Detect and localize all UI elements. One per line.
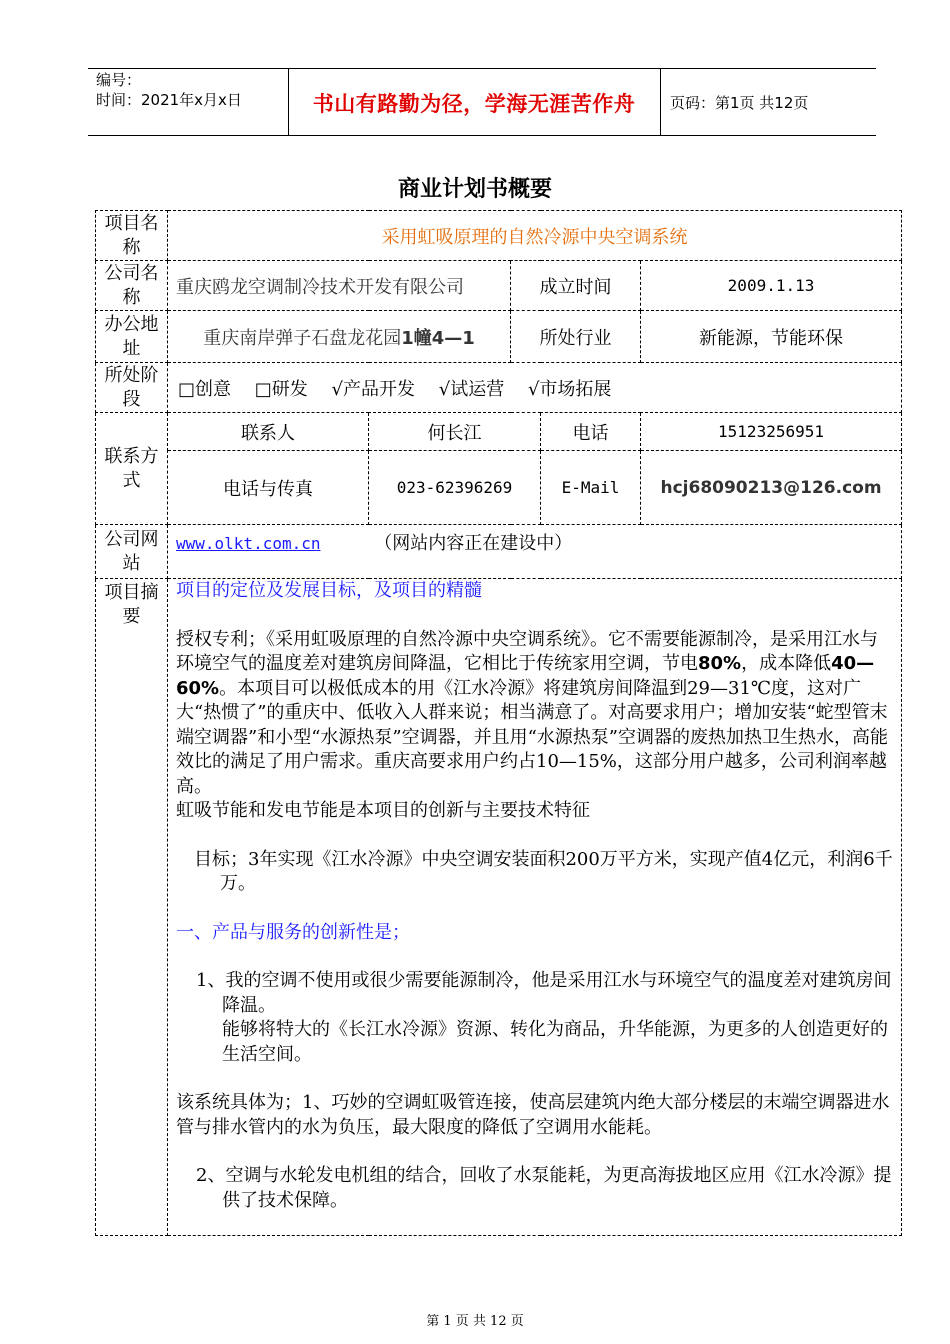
label-fax: 电话与传真: [168, 451, 369, 525]
summary-body: [168, 579, 902, 1236]
label-company: 公司名称: [96, 261, 168, 311]
row-project-name: [96, 211, 902, 261]
summary-paragraph: [176, 628, 895, 800]
header-motto: 书山有路勤为径，学海无涯苦作舟: [312, 91, 636, 116]
system-description: 该系统具体为；1、巧妙的空调虹吸管连接，使高层建筑内绝大部分楼层的末端空调器进水管与排水管内的水为负压，最大限度的降低了空调用水能耗。: [176, 1092, 890, 1138]
row-website: [96, 525, 902, 579]
header-bottom-rule: [88, 135, 876, 136]
doc-time-label: 时间：2021年x月x日: [96, 91, 242, 109]
summary-text: 授权专利；《采用虹吸原理的自然冷源中央空调系统》。它不需要能源制冷，是采用江水与环境空气的温度差对建筑房间降温，它相比于传统家用空调，节电: [176, 628, 878, 674]
summary-innovation-line: 虹吸节能和发电节能是本项目的创新与主要技术特征: [176, 800, 590, 821]
label-founded: 成立时间: [511, 261, 641, 311]
innovation-item-1-detail: 能够将特大的《长江水冷源》资源、转化为商品，升华能源，为更多的人创造更好的生活空间。: [222, 1019, 888, 1065]
page-title: 商业计划书概要: [397, 176, 552, 202]
label-contact: 联系方式: [96, 413, 168, 525]
email-value[interactable]: hcj68090213@126.com: [641, 451, 902, 525]
stage-option-product-dev: √产品开发: [331, 378, 415, 400]
office-value: [168, 311, 511, 363]
label-contact-person: 联系人: [168, 413, 369, 451]
label-stage: 所处阶段: [96, 363, 168, 413]
label-office: 办公地址: [96, 311, 168, 363]
plan-summary-table: [95, 210, 902, 1236]
header-top-rule: [88, 68, 876, 69]
header-meta: [96, 70, 242, 110]
innovation-item-1: 1、我的空调不使用或很少需要能源制冷，他是采用江水与环境空气的温度差对建筑房间降温。: [196, 970, 892, 1016]
summary-figure: 80%: [698, 653, 742, 674]
summary-goal: 目标；3年实现《江水冷源》中央空调安装面积200万平方米，实现产值4亿元，利润6千万。: [194, 848, 893, 894]
summary-text: 。本项目可以极低成本的用《江水冷源》将建筑房间降温到29—31℃度，这对广大“热惯了”的重庆中、低收入人群来说；相当满意了。对高要求用户；增加安装“蛇型管末端空调器”和小型“水源热泵”空调器，并且用“水源热泵”空调器的废热加热卫生热水，高能效比的满足了用户需求。重庆高要求用户约占10—15%，这部分用户越多，公司利润率越高。: [176, 677, 889, 797]
row-contact-1: [96, 413, 902, 451]
founded-value: 2009.1.13: [641, 261, 902, 311]
website-link[interactable]: www.olkt.com.cn: [176, 534, 321, 553]
contact-person-value: 何长江: [369, 413, 541, 451]
stage-option-rnd: □研发: [254, 378, 308, 400]
summary-heading: 项目的定位及发展目标，及项目的精髓: [176, 580, 482, 601]
office-address-unit: 1幢4—1: [401, 327, 475, 349]
row-contact-2: [96, 451, 902, 525]
project-name-value: 采用虹吸原理的自然冷源中央空调系统: [168, 211, 902, 261]
header-page-label: 页码：第1页 共12页: [670, 94, 809, 112]
stage-option-idea: □创意: [178, 378, 232, 400]
fax-value: 023-62396269: [369, 451, 541, 525]
label-email: E-Mail: [541, 451, 641, 525]
label-industry: 所处行业: [511, 311, 641, 363]
website-cell: [168, 525, 902, 579]
industry-value: 新能源，节能环保: [641, 311, 902, 363]
row-stage: [96, 363, 902, 413]
stage-option-market: √市场拓展: [527, 378, 612, 400]
stage-options: [168, 363, 902, 413]
label-website: 公司网站: [96, 525, 168, 579]
label-summary: 项目摘要: [96, 579, 168, 1236]
office-address-text: 重庆南岸弹子石盘龙花园: [203, 327, 402, 349]
phone-value: 15123256951: [641, 413, 902, 451]
label-project-name: 项目名称: [96, 211, 168, 261]
row-office: [96, 311, 902, 363]
summary-text: ，成本降低: [741, 653, 832, 674]
doc-number-label: 编号：: [96, 71, 142, 89]
summary-figure: 40—60%: [176, 653, 875, 699]
company-value: 重庆鸥龙空调制冷技术开发有限公司: [168, 261, 511, 311]
page-footer: 第 1 页 共 12 页: [426, 1314, 524, 1329]
section-heading: 一、产品与服务的创新性是；: [176, 921, 410, 943]
row-company: [96, 261, 902, 311]
website-note: （网站内容正在建设中）: [374, 533, 573, 554]
header-divider: [660, 68, 661, 136]
stage-option-trial: √试运营: [438, 378, 505, 400]
row-summary: [96, 579, 902, 1236]
innovation-item-2: 2、空调与水轮发电机组的结合，回收了水泵能耗，为更高海拔地区应用《江水冷源》提供了技术保障。: [196, 1165, 892, 1211]
label-phone: 电话: [541, 413, 641, 451]
